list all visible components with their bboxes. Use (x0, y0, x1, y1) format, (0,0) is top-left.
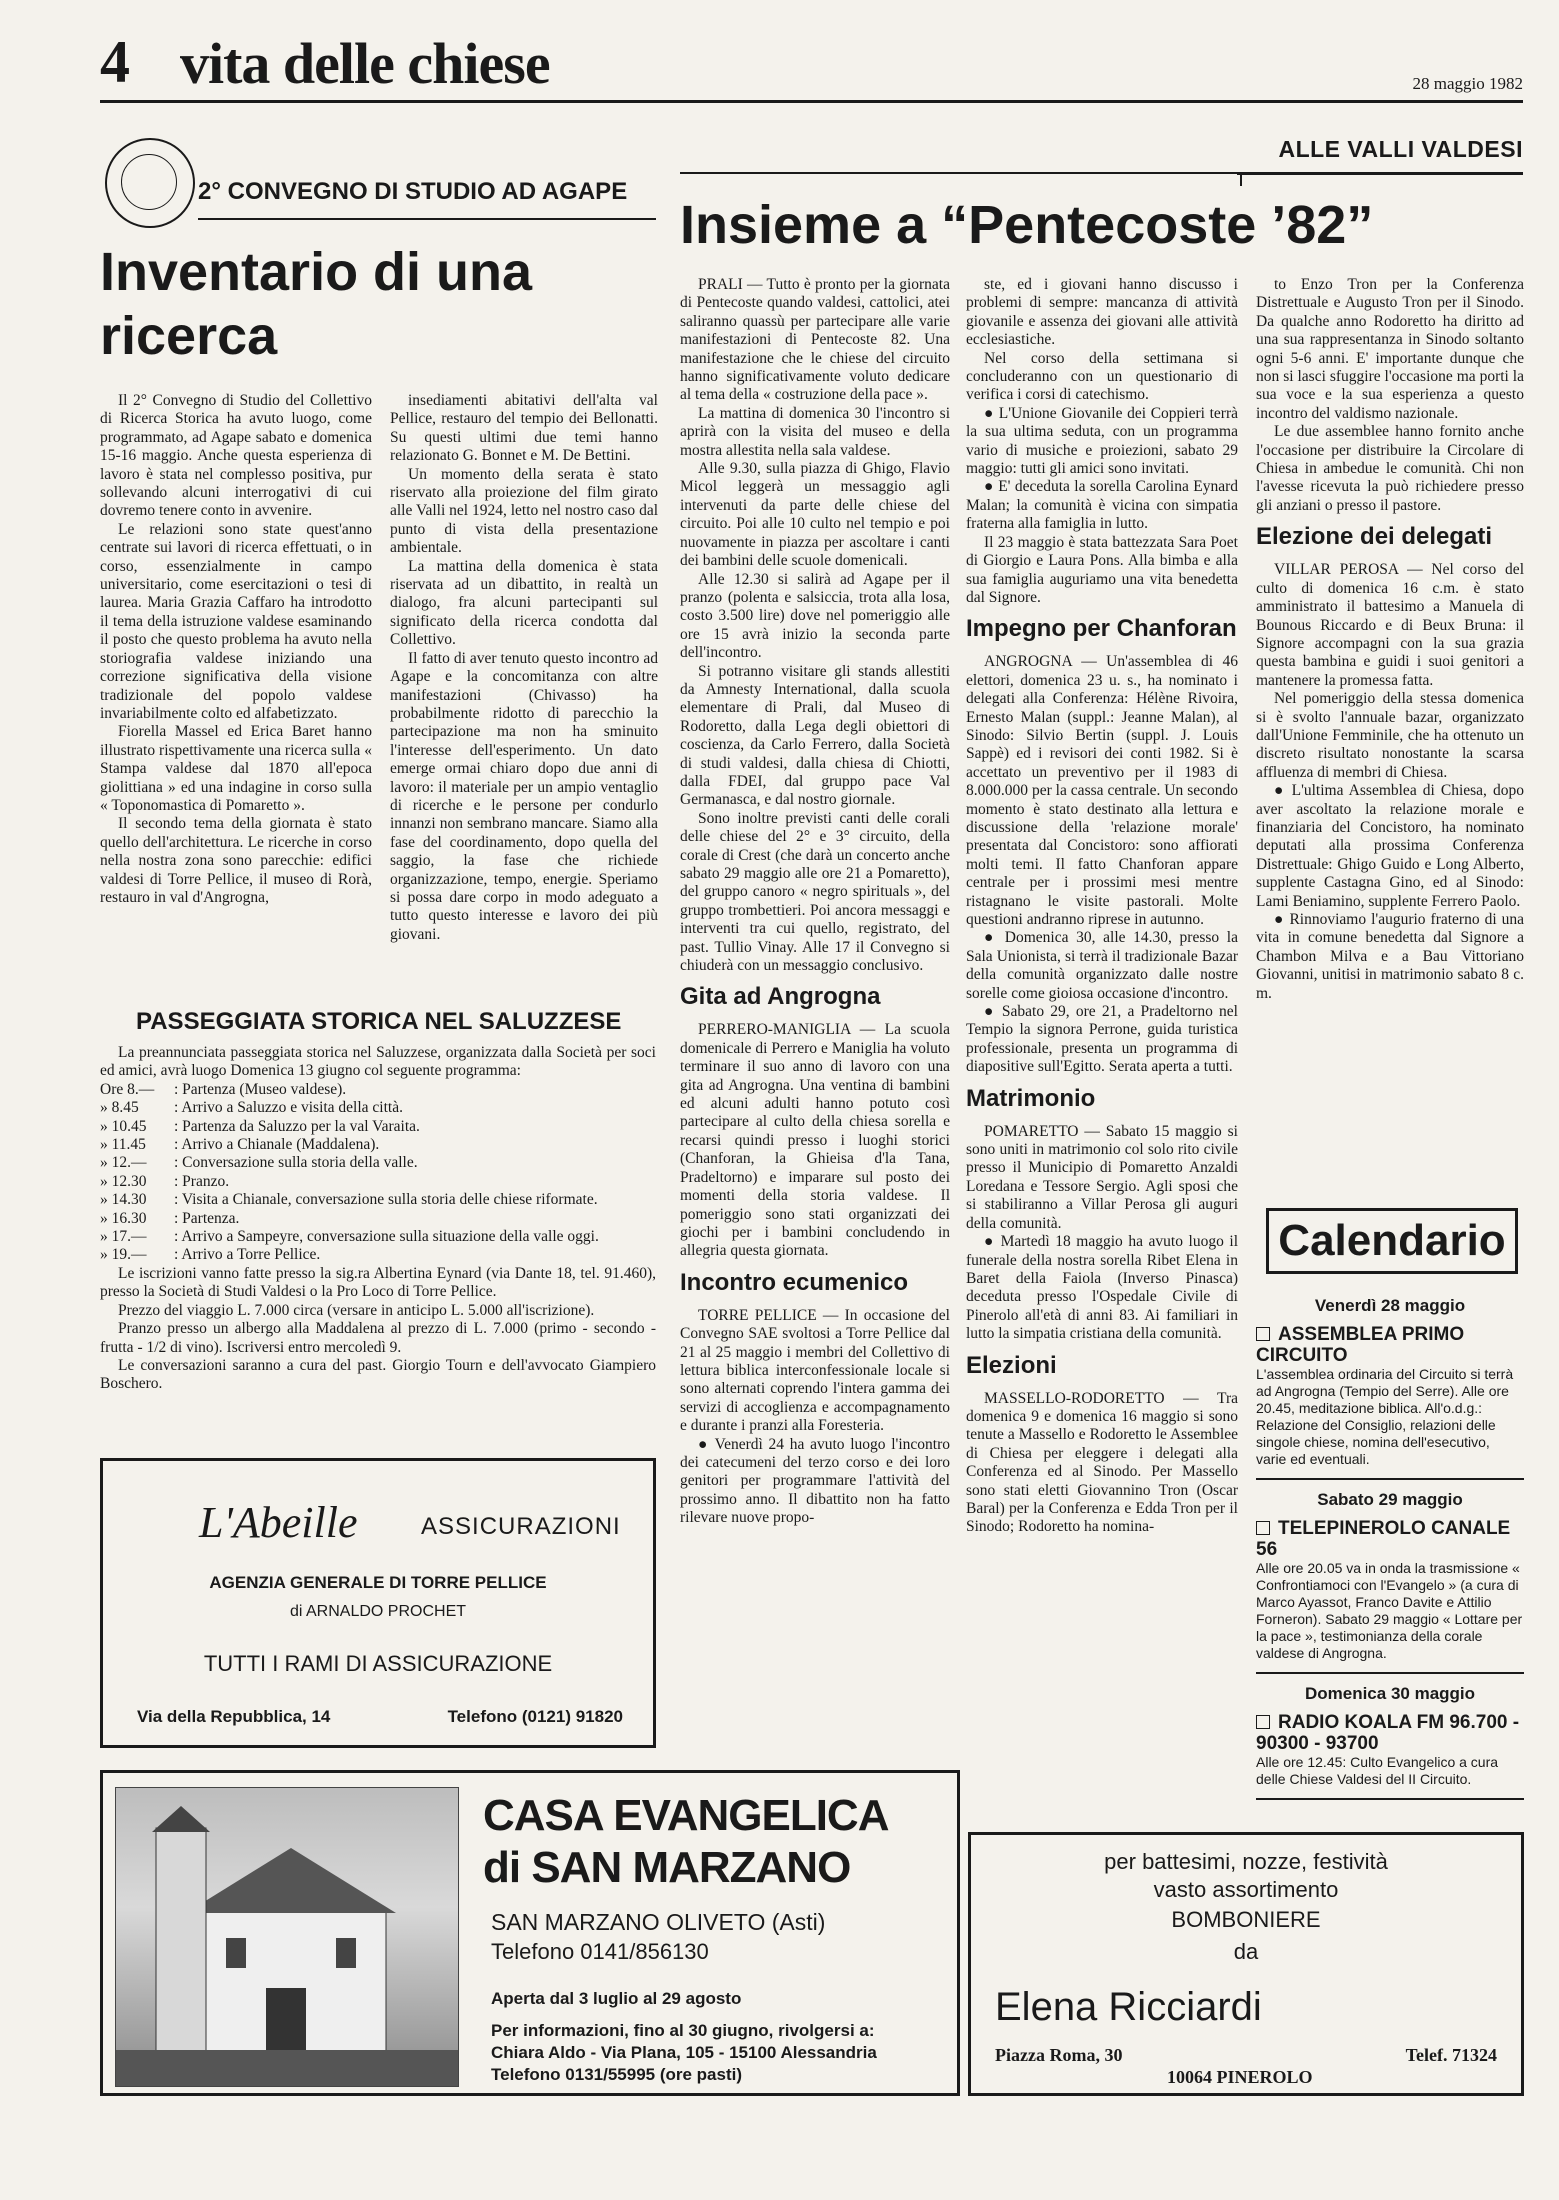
paragraph: TORRE PELLICE — In occasione del Convegno SAE svoltosi a Torre Pellice dal 21 al 25 maggio i membri del Collettivo di lettura biblica interconfessionale locale si sono alternati coprendo l'intera gamma dei servizi di accoglienza e accompagnamento e durante i pranzi alla Foresteria. (680, 1306, 950, 1435)
schedule-row (100, 1154, 656, 1172)
schedule-time: » 10.45 (100, 1117, 147, 1135)
paragraph: Nel corso della settimana si concluderanno con un questionario di verifica i corsi di catechismo. (966, 349, 1238, 404)
paragraph: Nel pomeriggio della stessa domenica si è svolto l'annuale bazar, organizzato dall'Unione Femminile, che ha ottenuto un discreto risultato nonostante la scarsa affluenza di membri di Chiesa. (1256, 690, 1524, 781)
paragraph: insediamenti abitativi dell'alta val Pellice, restauro del tempio dei Bellonatti. Su questi ultimi due temi hanno relazionato G. Bonnet e M. De Bettini. (390, 392, 658, 465)
schedule-time: » 14.30 (100, 1191, 147, 1209)
paragraph: PRALI — Tutto è pronto per la giornata di Pentecoste quando valdesi, cattolici, atei saliranno quassù per partecipare alle varie manifestazioni di Pentecoste 82. Una manifestazione che le chiese del circuito hanno significativamente voluto dedicare al tema della « costruzione della pace ». (680, 276, 950, 404)
calendar-item-title: RADIO KOALA FM 96.700 - 90300 - 93700 (1256, 1712, 1520, 1754)
calendar-item (1256, 1324, 1524, 1468)
calendar-item (1256, 1518, 1524, 1662)
ricciardi-line-2: vasto assortimento (1153, 1877, 1339, 1902)
paragraph: to Enzo Tron per la Conferenza Distrettuale e Augusto Tron per il Sinodo. Da qualche anno Rodoretto ha diritto ad una sua rappresentanza in Sinodo soltanto ogni 5-6 anni. E' importante dunque che non si lasci sfuggire l'occasione ma porti la sua voce e la sua esperienza a questo incontro del valdismo nazionale. (1256, 276, 1524, 422)
paragraph: ● E' deceduta la sorella Carolina Eynard Malan; la comunità è vicina con simpatia fraterna alla famiglia in lutto. (966, 478, 1238, 533)
schedule-row (100, 1099, 656, 1117)
schedule-row (100, 1210, 656, 1228)
paragraph: POMARETTO — Sabato 15 maggio si sono uniti in matrimonio col solo rito civile presso il Municipio di Pomaretto Anzaldi Loredana e Tessore Sergio. Agli sposi che si stabiliranno a Villar Perosa gli auguri della comunità. (966, 1122, 1238, 1232)
schedule-row (100, 1228, 656, 1246)
paragraph: Pranzo presso un albergo alla Maddalena al prezzo di L. 7.000 (primo - secondo - frutta - 1/2 di vino). Iscriversi entro mercoledì 9. (100, 1320, 656, 1356)
calendar-rule (1256, 1478, 1524, 1480)
paragraph: ● Domenica 30, alle 14.30, presso la Sala Unionista, si terrà il tradizionale Bazar della comunità organizzato dalle nostre sorelle come gioiosa occasione d'incontro. (966, 929, 1238, 1002)
paragraph: ● L'ultima Assemblea di Chiesa, dopo aver ascoltato la relazione morale e finanziaria del Concistoro, ha nominato deputati alla prossima Conferenza Distrettuale: Ghigo Guido e Long Alberto, supplente Castagna Gino, ed al Sinodo: Lami Beniamino, supplente Ferrero Paolo. (1256, 782, 1524, 910)
schedule-text: : Arrivo a Chianale (Maddalena). (174, 1136, 380, 1154)
paragraph: Il 2° Convegno di Studio del Collettivo di Ricerca Storica ha avuto luogo, come programmato, ad Agape sabato e domenica 15-16 maggio. Anche questa esperienza di lavoro è stata nel complesso positiva, pur sollevando alcuni interrogativi di cui dovremo tenere conto in avvenire. (100, 392, 372, 520)
paragraph: Prezzo del viaggio L. 7.000 circa (versare in anticipo L. 5.000 all'iscrizione). (118, 1301, 595, 1319)
paragraph: Il 23 maggio è stata battezzata Sara Poet di Giorgio e Laura Pons. Alla bimba e alla sua famiglia auguriamo una vita benedetta dal Signore. (966, 533, 1238, 606)
schedule-time: » 12.— (100, 1154, 147, 1172)
section-tag: ALLE VALLI VALDESI (1278, 136, 1523, 162)
building-photo (115, 1787, 459, 2087)
paragraph: Alle 12.30 si salirà ad Agape per il pranzo (polenta e salsiccia, trota alla losa, costo 3.500 lire) dove nel pomeriggio alle ore 15 avrà inizio la seconda parte dell'incontro. (680, 570, 950, 662)
paragraph: Il fatto di aver tenuto questo incontro ad Agape e la concomitanza con altre manifestazioni (Chivasso) ha probabilmente ridotto di parecchio la partecipazione ma non ha sminuito l'interesse dell'esperimento. Un dato emerge ormai chiaro dopo due anni di lavoro: il materiale per un ampio ventaglio di ricerche e le persone per condurlo innanzi non sembrano mancare. Siamo alla fase del coordinamento, dopo quella del saggio, la fase che richiede organizzazione, tempo, energie. Speriamo si possa dare corpo in modo adeguato a tutto questo interesse e lavoro dei più giovani. (390, 649, 658, 943)
main-column-1 (680, 276, 950, 1760)
paragraph: ● Martedì 18 maggio ha avuto luogo il funerale della nostra sorella Ribet Elena in Baret della Faiola (Inverso Pinasca) deceduta presso l'Ospedale Civile di Pinerolo all'età di anni 83. Ai familiari in lutto la simpatia cristiana della comunità. (966, 1233, 1238, 1343)
gita-title: Gita ad Angrogna (680, 983, 881, 1011)
passeggiata-body (100, 1044, 656, 1444)
schedule-text: : Partenza. (174, 1209, 240, 1227)
paragraph: ● Sabato 29, ore 21, a Pradeltorno nel Tempio la signora Perrone, guida turistica professionale, presenta un programma di diapositive sull'Egitto. Serata aperta a tutti. (966, 1003, 1238, 1076)
schedule-time: » 12.30 (100, 1172, 147, 1190)
schedule-time: » 11.45 (100, 1136, 146, 1154)
passeggiata-title: PASSEGGIATA STORICA NEL SALUZZESE (136, 1008, 622, 1035)
schedule-text: : Conversazione sulla storia della valle. (174, 1154, 418, 1172)
calendar-date: Sabato 29 maggio (1317, 1490, 1463, 1509)
schedule-row (100, 1118, 656, 1136)
article-headline: Inventario di una ricerca (100, 242, 533, 366)
schedule-text: : Arrivo a Saluzzo e visita della città. (174, 1099, 403, 1117)
schedule-time: » 16.30 (100, 1209, 147, 1227)
paragraph: PERRERO-MANIGLIA — La scuola domenicale di Perrero e Maniglia ha voluto terminare il suo anno di lavoro con una gita ad Angrogna. Una ventina di bambini ed alcuni adulti hanno potuto così partecipare al culto della chiesa sorella e recarsi quindi presso i luoghi storici (Chanforan, la Ghieisa d'la Tana, Pradeltorno) e imparare sul posto dei momenti della storia valdese. Il pomeriggio sono stati organizzati dei giochi per i bambini concludendo in allegria questa giornata. (680, 1021, 950, 1260)
paragraph: Fiorella Massel ed Erica Baret hanno illustrato rispettivamente una ricerca sulla « Stampa valdese dal 1870 all'epoca giolittiana » ed una indagine in corso sulla « Toponomastica di Pomaretto ». (100, 723, 372, 814)
impegno-title: Impegno per Chanforan (966, 615, 1237, 643)
checkbox-icon (1256, 1521, 1270, 1535)
article-column-1 (100, 392, 372, 992)
paragraph: La mattina della domenica è stata riservata ad un dibattito, in realtà un dialogo, fra alcuni partecipanti sul significato della ricerca condotta dal Collettivo. (390, 557, 658, 649)
abeille-phone: Telefono (0121) 91820 (447, 1707, 623, 1726)
ricciardi-address: Piazza Roma, 30 (995, 2045, 1123, 2065)
schedule-text: : Pranzo. (174, 1172, 230, 1190)
ecumenico-title: Incontro ecumenico (680, 1268, 909, 1296)
calendar-item-title: ASSEMBLEA PRIMO CIRCUITO (1256, 1324, 1465, 1366)
ad-ricciardi (968, 1832, 1524, 2096)
casa-info-3: Telefono 0131/55995 (ore pasti) (491, 2065, 743, 2084)
paragraph: Le conversazioni saranno a cura del past. Giorgio Tourn e dell'avvocato Giampiero Boschero. (100, 1356, 656, 1393)
calendar-item-text: Alle ore 20.05 va in onda la trasmissione « Confrontiamoci con l'Evangelo » (a cura di Marco Ayassot, Franco Davite e Attilio Forneron). Sabato 29 maggio « Lottare per la pace », testimonianza della corale valdese di Angrogna. (1256, 1560, 1523, 1661)
abeille-tagline: TUTTI I RAMI DI ASSICURAZIONE (203, 1651, 553, 1676)
article-kicker: 2° CONVEGNO DI STUDIO AD AGAPE (198, 178, 628, 205)
calendar-rule (1256, 1798, 1524, 1800)
paragraph: La mattina di domenica 30 l'incontro si aprirà con la visita del museo e della mostra allestita nella sala valdese. (680, 404, 950, 459)
delegati-title: Elezione dei delegati (1256, 523, 1493, 551)
abeille-agent: di ARNALDO PROCHET (289, 1603, 467, 1620)
calendario-title: Calendario (1266, 1208, 1518, 1274)
schedule-row (100, 1246, 656, 1264)
church-building-icon (116, 1788, 458, 2086)
paragraph: Le relazioni sono state quest'anno centrate sui lavori di ricerca effettuati, o in corso, essenzialmente in campo universitario, come esercitazioni o tesi di laurea. Maria Grazia Caffaro ha introdotto il tema della istruzione valdese esaminando il posto che questo problema ha avuto nella storiografia valdese iniziando una correzione significativa della visione tradizionale del popolo valdese invariabilmente colto ed alfabetizzato. (100, 520, 372, 722)
section-rule (1237, 172, 1523, 175)
masthead-rule (100, 100, 1523, 103)
schedule-time: Ore 8.— (100, 1080, 155, 1098)
checkbox-icon (1256, 1327, 1270, 1341)
paragraph: ste, ed i giovani hanno discusso i problemi di sempre: mancanza di attività giovanile e assenza dei giovani alle attività ecclesiastiche. (966, 276, 1238, 349)
ad-casa-evangelica (100, 1770, 960, 2096)
main-column-2 (966, 276, 1238, 1760)
paragraph: Si potranno visitare gli stands allestiti da Amnesty International, dalla scuola elementare di Prali, dal Museo di Rodoretto, dalla Lega degli obiettori di coscienza, da Carlo Ferrero, dalla Società di studi valdesi, dalla chiesa di Chiotti, dalla FDEI, dal gruppo pace Val Germanasca, e dal nostro giornale. (680, 662, 950, 809)
casa-title-2: di SAN MARZANO (483, 1843, 851, 1892)
kicker-rule (198, 218, 656, 220)
casa-info-2: Chiara Aldo - Via Plana, 105 - 15100 Alessandria (491, 2043, 877, 2062)
ricciardi-line-3: BOMBONIERE (1171, 1907, 1321, 1932)
paragraph: ● Rinnoviamo l'augurio fraterno di una vita in comune benedetta dal Signore a Chambon Milva e a Bau Vittoriano Giovanni, unitisi in matrimonio sabato 8 c. m. (1256, 911, 1524, 1002)
schedule-text: : Arrivo a Sampeyre, conversazione sulla situazione della valle oggi. (174, 1228, 599, 1246)
abeille-agency: AGENZIA GENERALE DI TORRE PELLICE (209, 1573, 547, 1592)
casa-open: Aperta dal 3 luglio al 29 agosto (491, 1989, 742, 2008)
schedule-row (100, 1173, 656, 1191)
elezioni-title: Elezioni (966, 1351, 1057, 1379)
paragraph: MASSELLO-RODORETTO — Tra domenica 9 e domenica 16 maggio si sono tenute a Massello e Rodoretto le Assemblee di Chiesa per eleggere i delegati alla Conferenza ed al Sinodo. Per Massello sono stati eletti Giovannino Tron (Oscar Baral) per la Conferenza e Edda Tron per il Sinodo; Rodoretto ha nomina- (966, 1389, 1238, 1536)
schedule-text: : Visita a Chianale, conversazione sulla storia delle chiese riformate. (174, 1191, 598, 1209)
calendar-item (1256, 1712, 1524, 1788)
main-top-rule (680, 172, 1240, 174)
schedule-time: » 17.— (100, 1228, 147, 1246)
schedule-text: : Partenza da Saluzzo per la val Varaita. (174, 1117, 420, 1135)
schedule-row (100, 1191, 656, 1209)
paragraph: Alle 9.30, sulla piazza di Ghigo, Flavio Micol leggerà un messaggio agli intervenuti da parte delle chiese del circuito. Poi alle 10 culto nel tempio e poi nuovamente in piazza per ascoltare i canti dei bambini delle scuole domenicali. (680, 460, 950, 570)
calendar-rule (1256, 1672, 1524, 1674)
calendario-list (1256, 1286, 1524, 1804)
calendar-date: Domenica 30 maggio (1304, 1684, 1476, 1703)
article-column-2 (390, 392, 658, 992)
casa-phone: Telefono 0141/856130 (491, 1939, 709, 1964)
ricciardi-city: 10064 PINEROLO (1167, 2067, 1313, 2087)
matrimonio-title: Matrimonio (966, 1084, 1096, 1112)
society-seal-icon (105, 138, 195, 228)
calendar-item-text: L'assemblea ordinaria del Circuito si terrà ad Angrogna (Tempio del Serre). Alle ore 20.45, meditazione biblica. All'o.d.g.: Relazione del Consiglio, relazioni delle singole chiese, nomina dell'esecutivo, varie ed eventuali. (1256, 1366, 1514, 1467)
main-headline: Insieme a “Pentecoste ’82” (680, 195, 1374, 255)
page-number: 4 (100, 29, 130, 95)
paragraph: Le due assemblee hanno fornito anche l'occasione per distribuire la Circolare di Chiesa in ambedue le comunità. Chi non l'avesse ricevuta la può richiedere presso gli anziani o presso il pastore. (1256, 423, 1524, 514)
paragraph: Le iscrizioni vanno fatte presso la sig.ra Albertina Eynard (via Dante 18, tel. 91.460), presso la Società di Studi Valdesi o la Pro Loco di Torre Pellice. (100, 1264, 656, 1301)
schedule-list (100, 1081, 656, 1265)
ricciardi-phone: Telef. 71324 (1405, 2045, 1497, 2065)
schedule-text: : Arrivo a Torre Pellice. (174, 1246, 321, 1264)
ricciardi-line-1: per battesimi, nozze, festività (1104, 1849, 1388, 1874)
paragraph: La preannunciata passeggiata storica nel Saluzzese, organizzata dalla Società per soci ed amici, avrà luogo Domenica 13 giugno col seguente programma: (100, 1044, 656, 1080)
paragraph: Il secondo tema della giornata è stato quello dell'architettura. Le ricerche in corso nella nostra zona sono parecchie: edifici valdesi di Torre Pellice, il museo di Rorà, restauro in val d'Angrogna, (100, 815, 372, 906)
ad-abeille (100, 1458, 656, 1748)
schedule-text: : Partenza (Museo valdese). (174, 1080, 347, 1098)
calendar-date: Venerdì 28 maggio (1314, 1296, 1466, 1315)
paragraph: ● L'Unione Giovanile dei Coppieri terrà la sua ultima seduta, con un programma vario di musiche e proiezioni, sabato 29 maggio: tutti gli amici sono invitati. (966, 404, 1238, 478)
paragraph: ANGROGNA — Un'assemblea di 46 elettori, domenica 23 u. s., ha nominato i delegati alla Conferenza: Hélène Rivoira, Ernesto Malan (suppl.: Jeanne Malan), al Sinodo: Silvio Bertin (suppl. J. Louis Sappè) ed i revisori dei conti 1982. Si è accettato un preventivo per il 1983 di 8.000.000 per la cassa centrale. Un secondo momento è stato destinato alla lettura e discussione della 'relazione morale' presentata dal Concistoro: sono affiorati molti temi. Il fatto Chanforan appare centrale per i prossimi mesi mentre ristagnano le visite pastorali. Molte questioni andranno riprese in autunno. (966, 653, 1238, 928)
paragraph: Un momento della serata è stato riservato alla proiezione del film girato alle Valli nel 1924, letto nel nostro caso dal punto di vista della presentazione ambientale. (390, 465, 658, 557)
schedule-row (100, 1081, 656, 1099)
masthead-title: vita delle chiese (180, 31, 550, 96)
paragraph: VILLAR PEROSA — Nel corso del culto di domenica 16 c.m. è stato amministrato il battesimo a Manuela di Bounous Riccardo e di Beux Bruna: il Signore accompagni con la sua grazia questa bambina e guidi i suoi genitori a mantenere la promessa fatta. (1256, 561, 1524, 689)
checkbox-icon (1256, 1715, 1270, 1729)
abeille-logo: L'Abeille (199, 1498, 358, 1547)
column-rule (1240, 172, 1242, 186)
abeille-brand: ASSICURAZIONI (421, 1513, 621, 1540)
main-column-3 (1256, 276, 1524, 1216)
calendar-item-title: TELEPINEROLO CANALE 56 (1256, 1518, 1511, 1560)
paragraph: ● Venerdì 24 ha avuto luogo l'incontro dei catecumeni del terzo corso e dei loro genitori per programmare l'attività del prossimo anno. Il dibattito non ha fatto rilevare nuove propo- (680, 1435, 950, 1527)
paragraph: Sono inoltre previsti canti delle corali delle chiese del 2° e 3° circuito, della corale di Crest (che darà un concerto anche sabato 29 maggio alle ore 21 a Pomaretto), del gruppo canoro « negro spirituals », del gruppo trombettieri. Poi ancora messaggi e interventi tra cui quello, registrato, del past. Tullio Vinay. Alle 17 il Convegno si chiuderà con un messaggio conclusivo. (680, 809, 950, 975)
issue-date: 28 maggio 1982 (1412, 74, 1523, 93)
schedule-time: » 19.— (100, 1246, 147, 1264)
calendar-item-text: Alle ore 12.45: Culto Evangelico a cura delle Chiese Valdesi del II Circuito. (1256, 1754, 1499, 1787)
ricciardi-name: Elena Ricciardi (995, 1985, 1262, 2029)
casa-info-1: Per informazioni, fino al 30 giugno, rivolgersi a: (491, 2021, 875, 2040)
casa-place: SAN MARZANO OLIVETO (Asti) (491, 1909, 826, 1935)
ricciardi-line-4: da (1233, 1939, 1259, 1964)
schedule-time: » 8.45 (100, 1099, 139, 1117)
abeille-address: Via della Repubblica, 14 (137, 1707, 331, 1726)
schedule-row (100, 1136, 656, 1154)
casa-title-1: CASA EVANGELICA (483, 1791, 889, 1840)
